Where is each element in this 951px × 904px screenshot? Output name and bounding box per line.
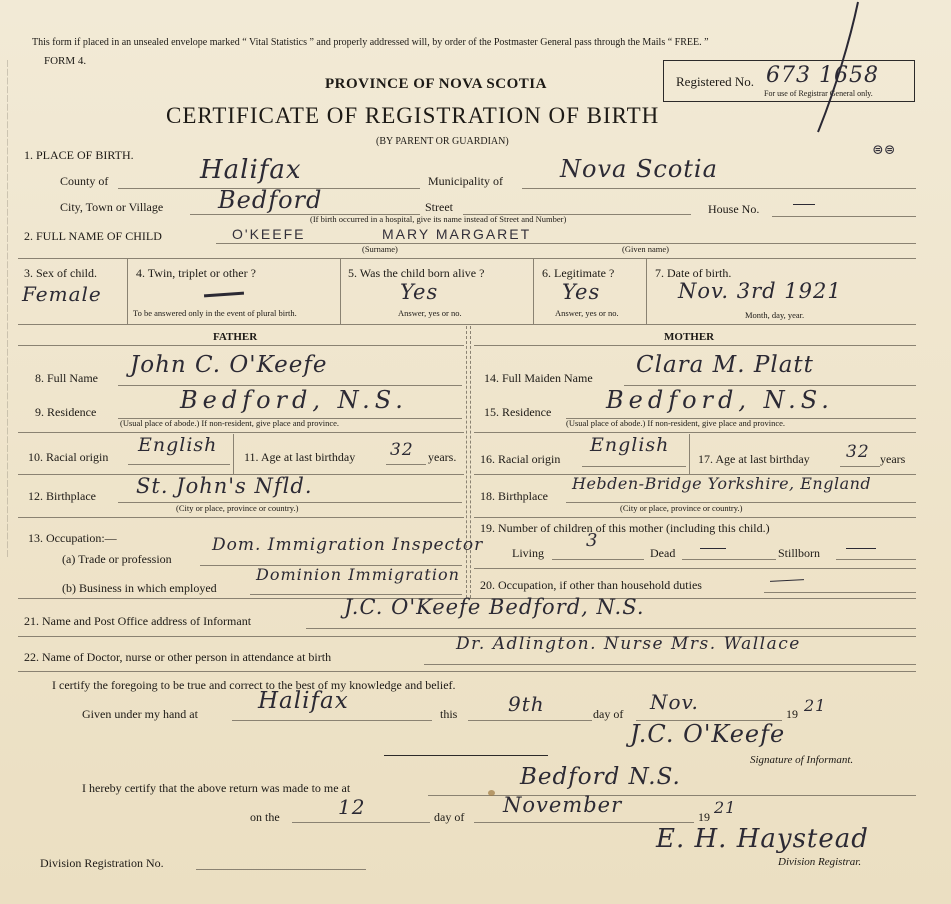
mother-occupation-label: 20. Occupation, if other than household duties bbox=[480, 578, 702, 592]
father-residence-value: Bedford, N.S. bbox=[180, 386, 408, 414]
city-label: City, Town or Village bbox=[60, 200, 164, 214]
doctor-label: 22. Name of Doctor, nurse or other person in attendance at birth bbox=[24, 650, 332, 664]
father-age-value: 32 bbox=[390, 440, 414, 460]
mother-residence-value: Bedford, N.S. bbox=[606, 386, 834, 414]
stillborn-label: Stillborn bbox=[778, 546, 821, 560]
county-value: Halifax bbox=[200, 155, 302, 185]
father-heading: FATHER bbox=[213, 331, 258, 343]
trade-label: (a) Trade or profession bbox=[62, 552, 172, 566]
mother-heading: MOTHER bbox=[664, 331, 715, 343]
mother-residence-note: (Usual place of abode.) If non-resident, give place and province. bbox=[566, 418, 786, 428]
father-residence-note: (Usual place of abode.) If non-resident, give place and province. bbox=[120, 418, 340, 428]
street-note: (If birth occurred in a hospital, give its name instead of Street and Number) bbox=[310, 214, 567, 224]
this-label: this bbox=[440, 707, 458, 721]
alive-note: Answer, yes or no. bbox=[398, 308, 462, 318]
father-birthplace-label: 12. Birthplace bbox=[28, 489, 96, 503]
children-count-label: 19. Number of children of this mother (including this child.) bbox=[480, 521, 770, 535]
registrar-year-suffix: 21 bbox=[714, 798, 737, 817]
registered-number: 673 1658 bbox=[766, 63, 879, 88]
trade-value: Dom. Immigration Inspector bbox=[212, 535, 484, 555]
father-age-label: 11. Age at last birthday bbox=[244, 450, 356, 464]
registered-label: Registered No. bbox=[676, 74, 754, 89]
father-birthplace-note: (City or place, province or country.) bbox=[176, 503, 299, 513]
twin-label: 4. Twin, triplet or other ? bbox=[136, 266, 256, 280]
sex-value: Female bbox=[22, 282, 102, 306]
father-birthplace-value: St. John's Nfld. bbox=[136, 474, 313, 498]
cert-year-suffix: 21 bbox=[804, 696, 827, 715]
pen-stroke-mark bbox=[800, 0, 870, 140]
registrar-statement: I hereby certify that the above return was made to me at bbox=[82, 781, 351, 795]
surname-caption: (Surname) bbox=[362, 244, 398, 254]
registrar-signature: E. H. Haystead bbox=[656, 824, 869, 854]
margin-text: — — — — — — — — — — — — — — — — — — — — — — — — — — — — — — — — — — — — — — — — — — — — — — — — — — — — — — — — — bbox=[4, 60, 12, 557]
father-name-value: John C. O'Keefe bbox=[130, 352, 328, 378]
mother-residence-label: 15. Residence bbox=[484, 405, 552, 419]
given-under-label: Given under my hand at bbox=[82, 707, 198, 721]
certification-statement: I certify the foregoing to be true and correct to the best of my knowledge and belief. bbox=[52, 678, 456, 692]
province-heading: PROVINCE OF NOVA SCOTIA bbox=[325, 76, 547, 92]
mother-years-label: years bbox=[880, 452, 906, 466]
registrar-month-value: November bbox=[503, 793, 623, 817]
living-value: 3 bbox=[586, 530, 599, 551]
date-of-birth-note: Month, day, year. bbox=[745, 310, 805, 320]
mother-age-value: 32 bbox=[846, 442, 870, 462]
business-value: Dominion Immigration bbox=[256, 565, 460, 584]
municipality-value: Nova Scotia bbox=[560, 155, 718, 183]
registrar-place-value: Bedford N.S. bbox=[520, 764, 681, 790]
registered-box bbox=[663, 60, 915, 102]
dead-label: Dead bbox=[650, 546, 676, 560]
legitimate-note: Answer, yes or no. bbox=[555, 308, 619, 318]
doctor-value: Dr. Adlington. Nurse Mrs. Wallace bbox=[456, 634, 801, 654]
alive-value: Yes bbox=[400, 280, 439, 304]
mother-racial-label: 16. Racial origin bbox=[480, 452, 561, 466]
mother-name-label: 14. Full Maiden Name bbox=[484, 371, 593, 385]
legitimate-value: Yes bbox=[562, 280, 601, 304]
father-racial-value: English bbox=[138, 434, 218, 456]
child-name-label: 2. FULL NAME OF CHILD bbox=[24, 229, 162, 243]
registrar-year-prefix: 19 bbox=[698, 810, 710, 824]
certificate-subtitle: (BY PARENT OR GUARDIAN) bbox=[376, 136, 509, 147]
mother-age-label: 17. Age at last birthday bbox=[698, 452, 810, 466]
mother-name-value: Clara M. Platt bbox=[636, 352, 814, 378]
mother-racial-value: English bbox=[590, 434, 670, 456]
ink-stain bbox=[488, 790, 495, 796]
date-of-birth-label: 7. Date of birth. bbox=[655, 266, 732, 280]
mother-birthplace-note: (City or place, province or country.) bbox=[620, 503, 743, 513]
form-number: FORM 4. bbox=[44, 55, 87, 67]
alive-label: 5. Was the child born alive ? bbox=[348, 266, 485, 280]
father-name-label: 8. Full Name bbox=[35, 371, 98, 385]
mother-birthplace-label: 18. Birthplace bbox=[480, 489, 548, 503]
occupation-label: 13. Occupation:— bbox=[28, 531, 117, 545]
cert-year-prefix: 19 bbox=[786, 707, 798, 721]
municipality-label: Municipality of bbox=[428, 174, 503, 188]
house-label: House No. bbox=[708, 202, 760, 216]
legitimate-label: 6. Legitimate ? bbox=[542, 266, 615, 280]
registered-note: For use of Registrar General only. bbox=[764, 89, 873, 98]
cert-month-value: Nov. bbox=[650, 690, 699, 714]
signature-of-informant-label: Signature of Informant. bbox=[750, 754, 854, 766]
twin-note: To be answered only in the event of plural birth. bbox=[133, 308, 297, 318]
street-label: Street bbox=[425, 200, 453, 214]
date-of-birth-value: Nov. 3rd 1921 bbox=[678, 279, 842, 303]
father-racial-label: 10. Racial origin bbox=[28, 450, 109, 464]
stamp-scribble: ⊜⊜ bbox=[872, 143, 896, 158]
cert-day-of-label: day of bbox=[593, 707, 624, 721]
city-value: Bedford bbox=[218, 186, 323, 214]
informant-label: 21. Name and Post Office address of Informant bbox=[24, 614, 252, 628]
registrar-day-of-label: day of bbox=[434, 810, 465, 824]
child-surname: O'KEEFE bbox=[232, 226, 306, 242]
registrar-day-value: 12 bbox=[338, 795, 366, 819]
division-registrar-label: Division Registrar. bbox=[778, 856, 862, 868]
county-label: County of bbox=[60, 174, 109, 188]
certificate-title: CERTIFICATE OF REGISTRATION OF BIRTH bbox=[166, 103, 660, 128]
child-given-name: MARY MARGARET bbox=[382, 226, 532, 242]
given-name-caption: (Given name) bbox=[622, 244, 669, 254]
division-registration-label: Division Registration No. bbox=[40, 856, 164, 870]
living-label: Living bbox=[512, 546, 544, 560]
informant-value: J.C. O'Keefe Bedford, N.S. bbox=[344, 595, 645, 619]
on-the-label: on the bbox=[250, 810, 280, 824]
sex-label: 3. Sex of child. bbox=[24, 266, 97, 280]
cert-day-value: 9th bbox=[508, 692, 545, 716]
business-label: (b) Business in which employed bbox=[62, 581, 217, 595]
given-place-value: Halifax bbox=[258, 688, 349, 714]
mother-birthplace-value: Hebden-Bridge Yorkshire, England bbox=[572, 474, 872, 493]
postal-notice: This form if placed in an unsealed envelope marked “ Vital Statistics ” and properly addressed will, by order of the Postmaster General pass through the Mails “ FREE. ” bbox=[32, 37, 709, 48]
informant-signature: J.C. O'Keefe bbox=[630, 720, 786, 748]
father-years-label: years. bbox=[428, 450, 457, 464]
place-of-birth-label: 1. PLACE OF BIRTH. bbox=[24, 148, 134, 162]
father-residence-label: 9. Residence bbox=[35, 405, 97, 419]
